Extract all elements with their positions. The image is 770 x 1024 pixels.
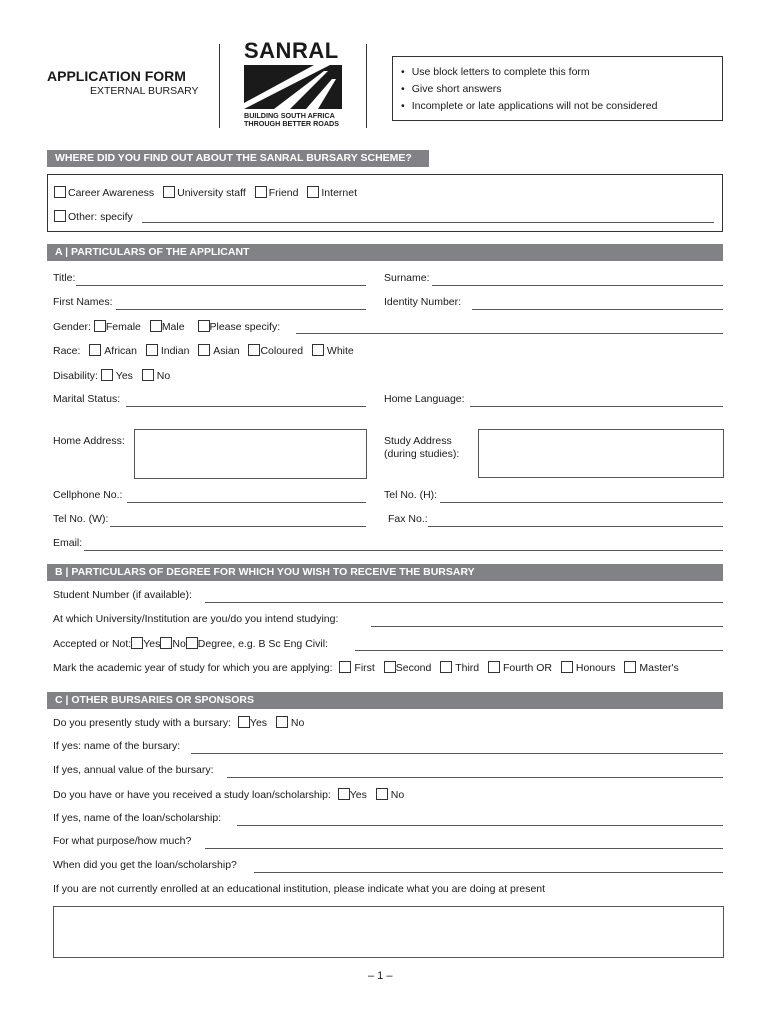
title-field[interactable] [76, 285, 366, 286]
cellphone-label: Cellphone No.: [53, 489, 123, 501]
checkbox-asian[interactable] [198, 344, 210, 356]
id-number-label: Identity Number: [384, 296, 462, 308]
section-heading-b: B | PARTICULARS OF DEGREE FOR WHICH YOU WISH TO RECEIVE THE BURSARY [47, 564, 723, 581]
fax-label: Fax No.: [388, 513, 428, 525]
instruction-item: • Use block letters to complete this form [401, 64, 722, 81]
checkbox-degree[interactable] [186, 637, 198, 649]
checkbox-disability-yes[interactable] [101, 369, 113, 381]
source-other[interactable]: Other: specify [54, 210, 133, 223]
checkbox-white[interactable] [312, 344, 324, 356]
home-language-field[interactable] [470, 406, 723, 407]
loan-date-field[interactable] [254, 872, 723, 873]
tel-home-field[interactable] [440, 502, 723, 503]
checkbox-masters[interactable] [624, 661, 636, 673]
year-row: Mark the academic year of study for which you are applying: First Second Third Fourth OR Honours Master's [53, 662, 679, 674]
page-number: – 1 – [368, 970, 393, 982]
source-option[interactable]: Friend [255, 186, 299, 199]
loan-name-field[interactable] [237, 825, 723, 826]
instruction-item: • Incomplete or late applications will not be considered [401, 98, 722, 115]
divider [219, 44, 220, 128]
checkbox[interactable] [163, 186, 175, 198]
surname-field[interactable] [432, 285, 723, 286]
checkbox-fourth[interactable] [488, 661, 500, 673]
checkbox-indian[interactable] [146, 344, 158, 356]
source-options [54, 186, 363, 199]
checkbox-female[interactable] [94, 320, 106, 332]
institution-field[interactable] [371, 626, 723, 627]
checkbox-coloured[interactable] [248, 344, 260, 356]
sanral-logo [244, 38, 342, 128]
disability-row: Disability: Yes No [53, 370, 171, 382]
fax-field[interactable] [428, 526, 723, 527]
source-option[interactable]: Internet [307, 186, 357, 199]
other-specify-field[interactable] [142, 222, 714, 223]
cellphone-field[interactable] [127, 502, 366, 503]
checkbox[interactable] [54, 210, 66, 222]
race-row: Race: African Indian Asian Coloured White [53, 345, 354, 357]
bursary-value-label: If yes, annual value of the bursary: [53, 764, 214, 776]
logo-wordmark: SANRAL [244, 38, 339, 63]
study-address-label: (during studies): [384, 448, 460, 460]
study-address-label: Study Address [384, 435, 452, 447]
form-title: APPLICATION FORM [47, 68, 186, 84]
title-label: Title: [53, 272, 76, 284]
checkbox-accepted-no[interactable] [160, 637, 172, 649]
checkbox-bursary-yes[interactable] [238, 716, 250, 728]
bursary-name-field[interactable] [191, 753, 723, 754]
section-heading-c: C | OTHER BURSARIES OR SPONSORS [47, 692, 723, 709]
instruction-item: • Give short answers [401, 81, 722, 98]
first-names-field[interactable] [116, 309, 366, 310]
student-number-field[interactable] [205, 602, 723, 603]
checkbox-honours[interactable] [561, 661, 573, 673]
loan-purpose-field[interactable] [205, 848, 723, 849]
form-subtitle: EXTERNAL BURSARY [90, 85, 199, 97]
checkbox-male[interactable] [150, 320, 162, 332]
divider [366, 44, 367, 128]
student-number-label: Student Number (if available): [53, 589, 192, 601]
checkbox[interactable] [54, 186, 66, 198]
checkbox-african[interactable] [89, 344, 101, 356]
surname-label: Surname: [384, 272, 430, 284]
study-address-field[interactable] [478, 429, 724, 478]
loan-question-row: Do you have or have you received a study loan/scholarship: Yes No [53, 789, 405, 801]
marital-status-field[interactable] [126, 406, 366, 407]
current-activity-label: If you are not currently enrolled at an educational institution, please indicate what you are doing at present [53, 883, 546, 895]
current-activity-field[interactable] [53, 906, 724, 958]
checkbox[interactable] [255, 186, 267, 198]
degree-field[interactable] [355, 650, 723, 651]
checkbox-loan-no[interactable] [376, 788, 388, 800]
section-heading-source: WHERE DID YOU FIND OUT ABOUT THE SANRAL BURSARY SCHEME? [47, 150, 429, 167]
first-names-label: First Names: [53, 296, 113, 308]
bursary-value-field[interactable] [227, 777, 723, 778]
tel-home-label: Tel No. (H): [384, 489, 438, 501]
checkbox-second[interactable] [384, 661, 396, 673]
checkbox-bursary-no[interactable] [276, 716, 288, 728]
marital-status-label: Marital Status: [53, 393, 121, 405]
logo-tagline: THROUGH BETTER ROADS [244, 119, 340, 128]
home-language-label: Home Language: [384, 393, 465, 405]
section-heading-a: A | PARTICULARS OF THE APPLICANT [47, 244, 723, 261]
loan-name-label: If yes, name of the loan/scholarship: [53, 812, 222, 824]
logo-tagline: BUILDING SOUTH AFRICA [244, 111, 335, 120]
email-label: Email: [53, 537, 83, 549]
gender-specify-field[interactable] [296, 333, 723, 334]
home-address-label: Home Address: [53, 435, 125, 447]
source-option[interactable]: University staff [163, 186, 246, 199]
checkbox-accepted-yes[interactable] [131, 637, 143, 649]
source-option[interactable]: Career Awareness [54, 186, 154, 199]
checkbox-disability-no[interactable] [142, 369, 154, 381]
instructions-box [392, 56, 723, 121]
source-box [47, 174, 723, 232]
home-address-field[interactable] [134, 429, 367, 479]
road-icon [244, 65, 342, 109]
loan-purpose-label: For what purpose/how much? [53, 835, 192, 847]
bursary-question-row: Do you presently study with a bursary: Yes No [53, 717, 305, 729]
tel-work-label: Tel No. (W): [53, 513, 109, 525]
checkbox-first[interactable] [339, 661, 351, 673]
email-field[interactable] [84, 550, 723, 551]
bursary-name-label: If yes: name of the bursary: [53, 740, 181, 752]
loan-date-label: When did you get the loan/scholarship? [53, 859, 237, 871]
checkbox-third[interactable] [440, 661, 452, 673]
checkbox-loan-yes[interactable] [338, 788, 350, 800]
gender-row: Gender: Female Male Please specify: [53, 321, 281, 333]
id-number-field[interactable] [472, 309, 723, 310]
tel-work-field[interactable] [110, 526, 366, 527]
checkbox-other-gender[interactable] [198, 320, 210, 332]
accepted-row: Accepted or Not: Yes No Degree, e.g. B Sc Eng Civil: [53, 638, 328, 650]
institution-label: At which University/Institution are you/do you intend studying: [53, 613, 339, 625]
checkbox[interactable] [307, 186, 319, 198]
